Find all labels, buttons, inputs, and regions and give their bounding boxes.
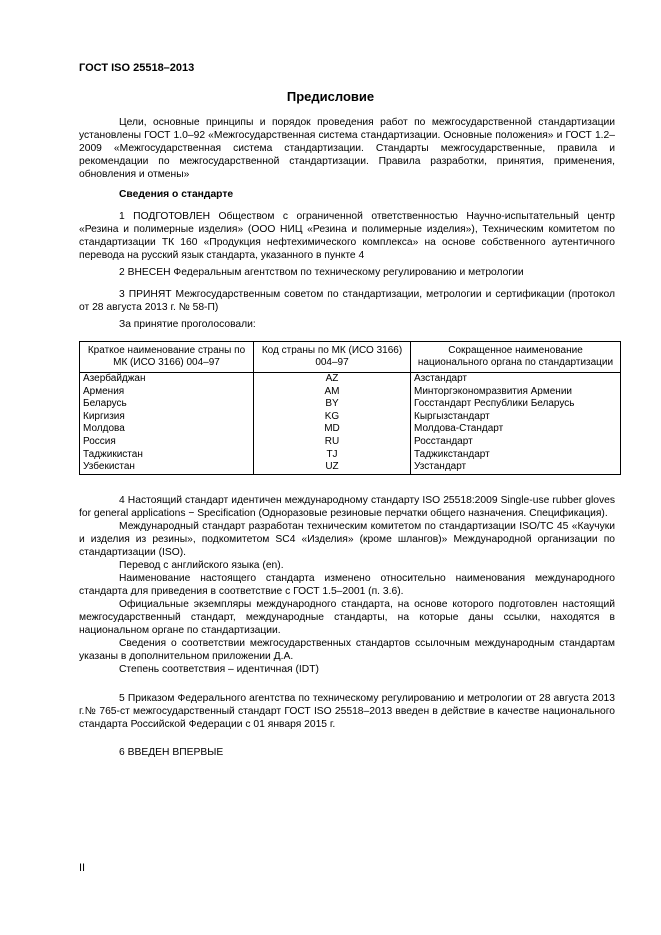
voted-label: За принятие проголосовали: xyxy=(119,319,256,330)
table-cell-country: Армения xyxy=(80,386,254,399)
intro-block xyxy=(79,116,615,181)
table-cell-code: BY xyxy=(254,398,411,411)
item-5-block xyxy=(79,692,615,731)
items-block-1 xyxy=(79,210,615,262)
table-row xyxy=(80,423,621,436)
item-6-block xyxy=(79,746,615,759)
table-row xyxy=(80,386,621,399)
table-cell-body: Таджикстандарт xyxy=(411,449,621,462)
items-block-3 xyxy=(79,288,615,314)
voted-block xyxy=(79,318,615,331)
table-row xyxy=(80,373,621,386)
table-cell-body: Росстандарт xyxy=(411,436,621,449)
intro-paragraph: Цели, основные принципы и порядок проведения работ по межгосударственной стандартизации установлены ГОСТ 1.0–92 «Межгосударственная система стандартизации. Основные положения» и ГОСТ 1.2–2009 «Межгосударственная система стандартизации. Стандарты межгосударственные, правила и рекомендации по межгосударственной стандартизации. Правила разработки, принятия, применения, обновления и отмены» xyxy=(79,117,615,180)
page-title: Предисловие xyxy=(286,89,375,104)
table-cell-country: Киргизия xyxy=(80,411,254,424)
table-row xyxy=(80,398,621,411)
table-cell-code: TJ xyxy=(254,449,411,462)
table-cell-code: UZ xyxy=(254,461,411,474)
table-header-row xyxy=(80,342,621,373)
item-4-paragraph: 4 Настоящий стандарт идентичен международному стандарту ISO 25518:2009 Single-use rubber gloves for general applications − Specification (Одноразовые резиновые перчатки общего назначения. Спецификация). xyxy=(79,495,615,519)
item-4-references-paragraph: Сведения о соответствии межгосударственных стандартов ссылочным международным стандартам указаны в дополнительном приложении Д.А. xyxy=(79,638,615,662)
table-cell-code: MD xyxy=(254,423,411,436)
page-number: II xyxy=(79,862,86,874)
table-cell-country: Беларусь xyxy=(80,398,254,411)
table-cell-country: Узбекистан xyxy=(80,461,254,474)
table-row xyxy=(80,449,621,462)
table-header-code: Код страны по МК (ИСО 3166) 004–97 xyxy=(254,342,411,373)
table-cell-country: Таджикистан xyxy=(80,449,254,462)
table-cell-code: KG xyxy=(254,411,411,424)
table-header-body: Сокращенное наименование национального органа по стандартизации xyxy=(411,342,621,373)
item-4-origin-paragraph: Международный стандарт разработан техническим комитетом по стандартизации ISO/TC 45 «Каучуки и изделия из резины», подкомитетом SC4 «Изделия» (кроме шлангов)» Международной организации по стандартизации (ISO). xyxy=(79,521,615,558)
table-cell-country: Россия xyxy=(80,436,254,449)
table-row xyxy=(80,411,621,424)
document-code-header: ГОСТ ISO 25518–2013 xyxy=(79,62,195,74)
table-cell-code: AM xyxy=(254,386,411,399)
table-cell-country: Молдова xyxy=(80,423,254,436)
item-6-paragraph: 6 ВВЕДЕН ВПЕРВЫЕ xyxy=(119,747,224,758)
table-cell-code: AZ xyxy=(254,373,411,386)
table-cell-country: Азербайджан xyxy=(80,373,254,386)
item-5-paragraph: 5 Приказом Федерального агентства по техническому регулированию и метрологии от 28 августа 2013 г.№ 765-ст межгосударственный стандарт ГОСТ ISO 25518–2013 введен в действие в качестве национального стандарта Российской Федерации с 01 января 2015 г. xyxy=(79,693,615,730)
item-4-translation-paragraph: Перевод с английского языка (en). xyxy=(119,560,284,571)
item-2-paragraph: 2 ВНЕСЕН Федеральным агентством по техническому регулированию и метрологии xyxy=(119,267,524,278)
table-cell-code: RU xyxy=(254,436,411,449)
table-cell-body: Узстандарт xyxy=(411,461,621,474)
items-block-2 xyxy=(79,266,615,279)
item-4-copies-paragraph: Официальные экземпляры международного стандарта, на основе которого подготовлен настоящий межгосударственный стандарт, международные стандарты, на которые даны ссылки, находятся в национальном органе по стандартизации. xyxy=(79,599,615,636)
voting-countries-table xyxy=(79,341,621,475)
table-cell-body: Азстандарт xyxy=(411,373,621,386)
section-subtitle: Сведения о стандарте xyxy=(119,189,234,200)
item-4-name-change-paragraph: Наименование настоящего стандарта изменено относительно наименования международного стандарта для приведения в соответствие с ГОСТ 1.5–2001 (п. 3.6). xyxy=(79,573,615,597)
table-cell-body: Минторгэкономразвития Армении xyxy=(411,386,621,399)
item-3-paragraph: 3 ПРИНЯТ Межгосударственным советом по стандартизации, метрологии и сертификации (протокол от 28 августа 2013 г. № 58-П) xyxy=(79,289,615,313)
table-row xyxy=(80,461,621,474)
table-header-country: Краткое наименование страны по МК (ИСО 3166) 004–97 xyxy=(80,342,254,373)
table-row xyxy=(80,436,621,449)
table-cell-body: Госстандарт Республики Беларусь xyxy=(411,398,621,411)
after-table-block xyxy=(79,494,615,676)
item-4-degree-paragraph: Степень соответствия – идентичная (IDT) xyxy=(119,664,319,675)
table-cell-body: Молдова-Стандарт xyxy=(411,423,621,436)
item-1-paragraph: 1 ПОДГОТОВЛЕН Обществом с ограниченной ответственностью Научно-испытательный центр «Резина и полимерные изделия» (ООО НИЦ «Резина и полимерные изделия»), Техническим комитетом по стандартизации ТК 160 «Продукция нефтехимического комплекса» на основе собственного аутентичного перевода на русский язык стандарта, указанного в пункте 4 xyxy=(79,211,615,261)
table-cell-body: Кыргызстандарт xyxy=(411,411,621,424)
